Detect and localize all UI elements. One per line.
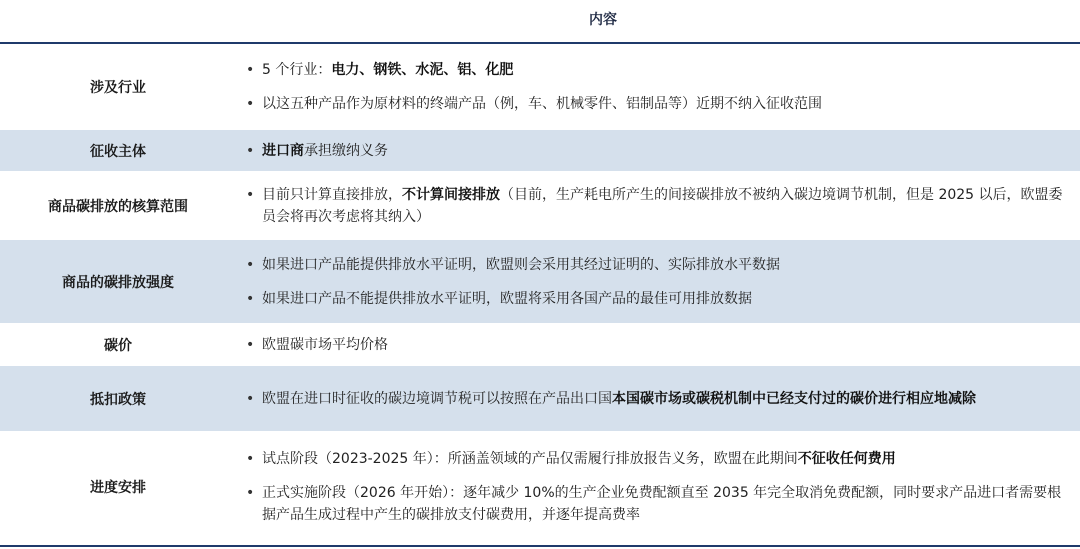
bullet-text <box>262 448 1064 470</box>
row-content <box>236 432 1080 541</box>
bullet-item <box>242 482 1064 526</box>
row-content <box>236 366 1080 431</box>
bold-segment: 本国碳市场或碳税机制中已经支付过的碳价进行相应地减除 <box>612 390 976 407</box>
text-segment: 目前只计算直接排放， <box>262 186 402 203</box>
row-label: 商品碳排放的核算范围 <box>48 198 188 215</box>
bullet-dot-icon: • <box>246 390 255 407</box>
text-segment: 欧盟在进口时征收的碳边境调节税可以按照在产品出口国 <box>262 390 612 407</box>
bullet-item <box>242 254 1064 276</box>
bullet-text <box>262 93 1064 115</box>
bullet-dot-icon: • <box>246 256 255 273</box>
row-label: 商品的碳排放强度 <box>62 274 174 291</box>
bullet-item <box>242 184 1064 228</box>
row-label: 抵扣政策 <box>90 391 146 408</box>
table-row <box>0 172 1080 240</box>
row-content <box>236 44 1080 129</box>
bullet-dot-icon: • <box>246 336 255 353</box>
bullet-text <box>262 59 1064 81</box>
bullet-item <box>242 288 1064 310</box>
bold-segment: 进口商 <box>262 142 304 159</box>
bullet-item <box>242 388 1064 410</box>
row-label: 征收主体 <box>90 143 146 160</box>
header-title: 内容 <box>589 12 617 28</box>
table-row <box>0 432 1080 542</box>
bullet-text <box>262 254 1064 276</box>
bullet-text <box>262 388 1064 410</box>
text-segment: 试点阶段（2023-2025 年）：所涵盖领域的产品仅需履行排放报告义务，欧盟在此期间 <box>262 450 798 467</box>
row-label: 碳价 <box>104 337 132 354</box>
text-segment: 欧盟碳市场平均价格 <box>262 336 388 353</box>
bullet-text <box>262 334 1064 356</box>
bullet-dot-icon: • <box>246 450 255 467</box>
bullet-dot-icon: • <box>246 290 255 307</box>
bullet-text <box>262 482 1064 526</box>
table-header <box>0 0 1080 44</box>
bold-segment: 电力、钢铁、水泥、铝、化肥 <box>331 61 514 78</box>
bullet-item <box>242 59 1064 81</box>
row-content <box>236 324 1080 365</box>
table-row <box>0 324 1080 366</box>
bullet-text <box>262 288 1064 310</box>
bullet-dot-icon: • <box>246 95 255 112</box>
text-segment: 以这五种产品作为原材料的终端产品（例，车、机械零件、铝制品等）近期不纳入征收范围 <box>262 95 822 112</box>
bullet-text <box>262 140 1064 162</box>
row-label: 进度安排 <box>90 479 146 496</box>
bullet-dot-icon: • <box>246 142 255 159</box>
table-row <box>0 130 1080 172</box>
bullet-item <box>242 140 1064 162</box>
table-row <box>0 240 1080 324</box>
bullet-dot-icon: • <box>246 186 255 203</box>
bold-segment: 不计算间接排放 <box>402 186 500 203</box>
bullet-item <box>242 334 1064 356</box>
bold-segment: 不征收任何费用 <box>797 450 896 467</box>
text-segment: 如果进口产品能提供排放水平证明，欧盟则会采用其经过证明的、实际排放水平数据 <box>262 256 780 273</box>
bottom-rule <box>0 545 1080 547</box>
text-segment: 承担缴纳义务 <box>304 142 388 159</box>
bullet-text <box>262 184 1064 228</box>
text-segment: 如果进口产品不能提供排放水平证明，欧盟将采用各国产品的最佳可用排放数据 <box>262 290 752 307</box>
bullet-item <box>242 448 1064 470</box>
text-segment: 正式实施阶段（2026 年开始）：逐年减少 10%的生产企业免费配额直至 2035 年完全取消免费配额，同时要求产品进口者需要根据产品生成过程中产生的碳排放支付碳费用，并逐年提高费率 <box>262 484 1062 523</box>
table-row <box>0 366 1080 432</box>
row-content <box>236 172 1080 239</box>
row-content <box>236 130 1080 171</box>
bullet-dot-icon: • <box>246 484 255 501</box>
text-segment: （目前，生产耗电所产生的间接碳排放不被纳入碳边境调节机制，但是 2025 以后，欧盟委员会将再次考虑将其纳入） <box>262 186 1063 225</box>
bullet-dot-icon: • <box>246 61 255 78</box>
text-segment: 5 个行业： <box>262 61 332 78</box>
table-row <box>0 44 1080 130</box>
row-label: 涉及行业 <box>90 79 146 96</box>
bullet-item <box>242 93 1064 115</box>
row-content <box>236 240 1080 323</box>
